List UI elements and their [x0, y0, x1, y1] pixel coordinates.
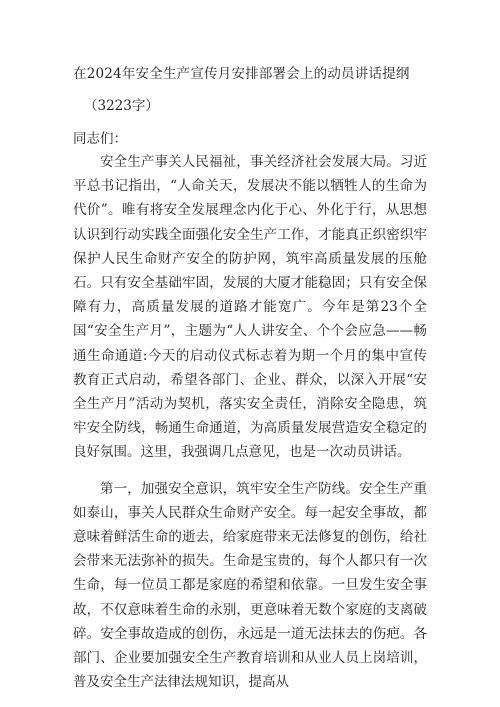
word-count: （3223字）: [84, 98, 159, 114]
greeting: 同志们：: [73, 131, 127, 147]
document-body: [73, 150, 427, 694]
paragraph-intro: 安全生产事关人民福祉，事关经济社会发展大局。习近平总书记指出，“人命关天，发展决不能以牺牲人的生命为代价”。唯有将安全发展理念内化于心、外化于行，从思想认识到行动实践全面强化安全生产工作，才能真正织密织牢保护人民生命财产安全的防护网，筑牢高质量发展的压舱石。只有安全基础牢固，发展的大厦才能稳固；只有安全保障有力，高质量发展的道路才能宽广。今年是第23个全国“安全生产月”，主题为“人人讲安全、个个会应急——畅通生命通道:今天的启动仪式标志着为期一个月的集中宣传教育正式启动，希望各部门、企业、群众，以深入开展“安全生产月”活动为契机，落实安全责任，消除安全隐患，筑牢安全防线，畅通生命通道，为高质量发展营造安全稳定的良好氛围。这里，我强调几点意见，也是一次动员讲话。: [73, 154, 427, 461]
document-title: 在2024年安全生产宣传月安排部署会上的动员讲话提纲: [73, 66, 410, 82]
paragraph-first-point: 第一，加强安全意识，筑牢安全生产防线。安全生产重如泰山，事关人民群众生命财产安全。每一起安全事故，都意味着鲜活生命的逝去，给家庭带来无法修复的创伤，给社会带来无法弥补的损失。生命是宝贵的，每个人都只有一次生命，每一位员工都是家庭的希望和依靠。一旦发生安全事故，不仅意味着生命的永别，更意味着无数个家庭的支离破碎。安全事故造成的创伤，永远是一道无法抹去的伤疤。各部门、企业要加强安全生产教育培训和从业人员上岗培训，普及安全生产法律法规知识，提高从: [73, 480, 427, 691]
